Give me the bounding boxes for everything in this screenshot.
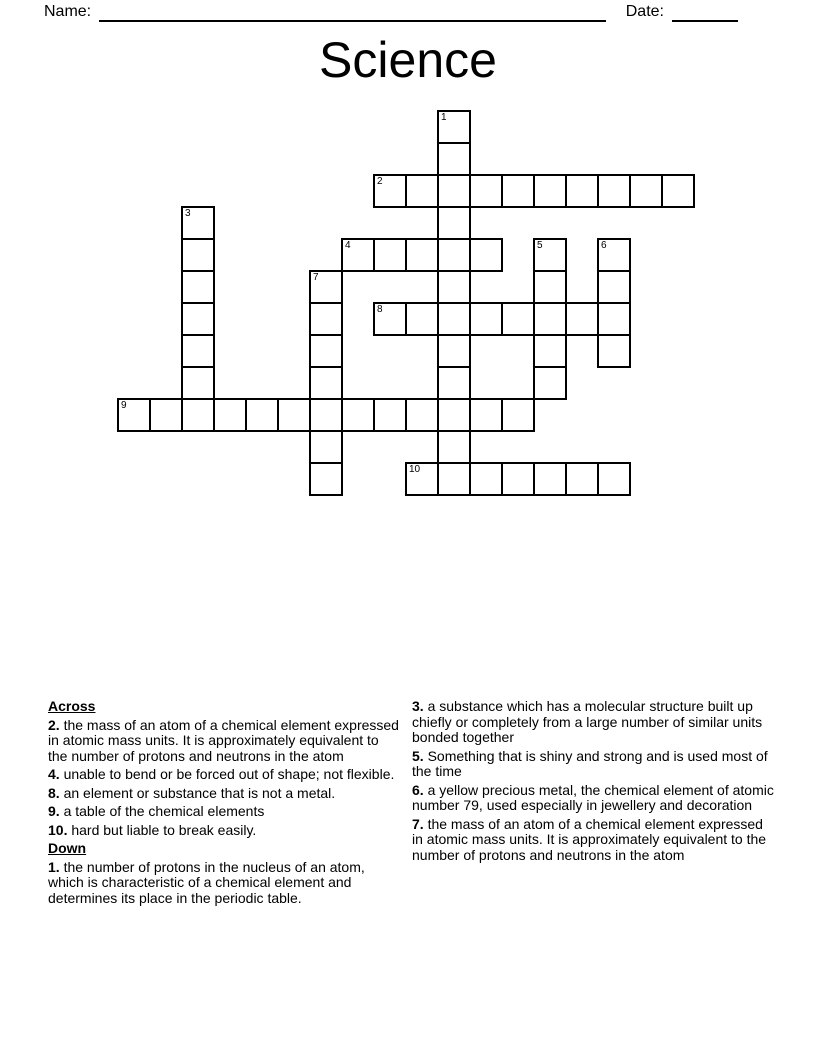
name-label: Name:	[44, 3, 92, 20]
clue-1: 1. the number of protons in the nucleus of an atom, which is characteristic of a chemical element and determines its place in the periodic table.	[48, 858, 365, 906]
clue-2: 2. the mass of an atom of a chemical element expressed in atomic mass units. It is approximately equivalent to the number of protons and neutrons in the atom	[48, 716, 399, 764]
crossword-cell[interactable]	[181, 206, 215, 240]
crossword-cell[interactable]	[533, 462, 567, 496]
crossword-cell[interactable]	[437, 462, 471, 496]
clues-heading-across: Across	[48, 698, 96, 714]
worksheet-header	[44, 2, 738, 22]
crossword-cell[interactable]	[597, 302, 631, 336]
clue-number: 8.	[48, 784, 60, 801]
crossword-cell[interactable]	[373, 302, 407, 336]
cell-number: 1	[441, 112, 447, 123]
crossword-cell[interactable]	[533, 270, 567, 304]
clue-number: 4.	[48, 766, 60, 782]
crossword-cell[interactable]	[277, 398, 311, 432]
page-title: Science	[319, 32, 497, 88]
crossword-cell[interactable]	[181, 302, 215, 336]
crossword-cell[interactable]	[533, 334, 567, 368]
clue-number: 6.	[412, 781, 424, 798]
crossword-cell[interactable]	[533, 302, 567, 336]
crossword-cell[interactable]	[181, 334, 215, 368]
clue-number: 5.	[412, 747, 424, 764]
clue-number: 3.	[412, 698, 424, 714]
crossword-cell[interactable]	[437, 270, 471, 304]
crossword-cell[interactable]	[405, 302, 439, 336]
crossword-cell[interactable]	[437, 430, 471, 464]
crossword-cell[interactable]	[469, 462, 503, 496]
name-field-line[interactable]	[99, 2, 606, 22]
cell-number: 8	[377, 304, 383, 315]
crossword-cell[interactable]	[501, 302, 535, 336]
crossword-cell[interactable]	[309, 462, 343, 496]
clue-6: 6. a yellow precious metal, the chemical element of atomic number 79, used especially in jewellery and decoration	[412, 781, 774, 813]
crossword-cell[interactable]	[309, 334, 343, 368]
cell-number: 5	[537, 240, 543, 251]
crossword-cell[interactable]	[597, 334, 631, 368]
cell-number: 7	[313, 272, 319, 283]
clue-9: 9. a table of the chemical elements	[48, 803, 265, 819]
crossword-cell[interactable]	[437, 206, 471, 240]
crossword-cell[interactable]	[373, 174, 407, 208]
crossword-cell[interactable]	[437, 302, 471, 336]
clue-number: 9.	[48, 803, 60, 819]
crossword-cell[interactable]	[437, 174, 471, 208]
clue-5: 5. Something that is shiny and strong and is used most of the time	[412, 747, 768, 779]
date-field-line[interactable]	[672, 2, 738, 22]
crossword-cell[interactable]	[501, 174, 535, 208]
crossword-cell[interactable]	[533, 174, 567, 208]
crossword-cell[interactable]	[405, 238, 439, 272]
crossword-cell[interactable]	[565, 302, 599, 336]
clue-7: 7. the mass of an atom of a chemical element expressed in atomic mass units. It is approximately equivalent to the number of protons and neutrons in the atom	[412, 815, 767, 863]
date-label: Date:	[625, 3, 664, 20]
crossword-cell[interactable]	[437, 334, 471, 368]
cell-number: 3	[185, 208, 191, 219]
clue-10: 10. hard but liable to break easily.	[48, 821, 257, 838]
crossword-cell[interactable]	[501, 462, 535, 496]
clue-4: 4. unable to bend or be forced out of shape; not flexible.	[48, 766, 395, 782]
clues-heading-down: Down	[48, 840, 87, 856]
crossword-cell[interactable]	[181, 366, 215, 400]
crossword-cell[interactable]	[437, 238, 471, 272]
cell-number: 4	[345, 240, 351, 251]
crossword-cell[interactable]	[341, 398, 375, 432]
crossword-cell[interactable]	[661, 174, 695, 208]
clues-right-column	[412, 699, 774, 866]
crossword-cell[interactable]	[309, 398, 343, 432]
cell-number: 2	[377, 176, 383, 187]
cell-number: 9	[121, 400, 127, 411]
cell-number: 10	[409, 464, 421, 475]
crossword-cell[interactable]	[437, 142, 471, 176]
crossword-cell[interactable]	[405, 398, 439, 432]
clue-number: 10.	[48, 821, 68, 838]
crossword-cell[interactable]	[469, 398, 503, 432]
crossword-cell[interactable]	[597, 238, 631, 272]
clues-left-column	[48, 699, 402, 909]
crossword-cell[interactable]	[405, 174, 439, 208]
crossword-cell[interactable]	[437, 366, 471, 400]
clue-8: 8. an element or substance that is not a metal.	[48, 784, 336, 801]
crossword-cell[interactable]	[437, 110, 471, 144]
crossword-cell[interactable]	[629, 174, 663, 208]
crossword-cell[interactable]	[149, 398, 183, 432]
crossword-cell[interactable]	[309, 270, 343, 304]
crossword-cell[interactable]	[597, 462, 631, 496]
crossword-cell[interactable]	[533, 366, 567, 400]
crossword-cell[interactable]	[501, 398, 535, 432]
clue-number: 7.	[412, 815, 424, 832]
cell-number: 6	[601, 240, 607, 251]
crossword-cell[interactable]	[565, 174, 599, 208]
crossword-cell[interactable]	[469, 238, 503, 272]
crossword-cell[interactable]	[341, 238, 375, 272]
crossword-cell[interactable]	[469, 302, 503, 336]
clue-number: 1.	[48, 858, 60, 875]
crossword-cell[interactable]	[373, 398, 407, 432]
crossword-cell[interactable]	[213, 398, 247, 432]
crossword-cell[interactable]	[117, 398, 151, 432]
crossword-cell[interactable]	[533, 238, 567, 272]
crossword-cell[interactable]	[437, 398, 471, 432]
crossword-cell[interactable]	[597, 270, 631, 304]
clue-number: 2.	[48, 716, 60, 733]
crossword-cell[interactable]	[405, 462, 439, 496]
clue-3: 3. a substance which has a molecular structure built up chiefly or completely from a large number of similar units bonded together	[412, 698, 763, 745]
crossword-cell[interactable]	[309, 430, 343, 464]
crossword-cell[interactable]	[373, 238, 407, 272]
crossword-cell[interactable]	[309, 366, 343, 400]
crossword-cell[interactable]	[181, 238, 215, 272]
crossword-cell[interactable]	[597, 174, 631, 208]
crossword-cell[interactable]	[565, 462, 599, 496]
crossword-cell[interactable]	[245, 398, 279, 432]
crossword-cell[interactable]	[181, 398, 215, 432]
crossword-cell[interactable]	[469, 174, 503, 208]
crossword-cell[interactable]	[181, 270, 215, 304]
crossword-cell[interactable]	[309, 302, 343, 336]
